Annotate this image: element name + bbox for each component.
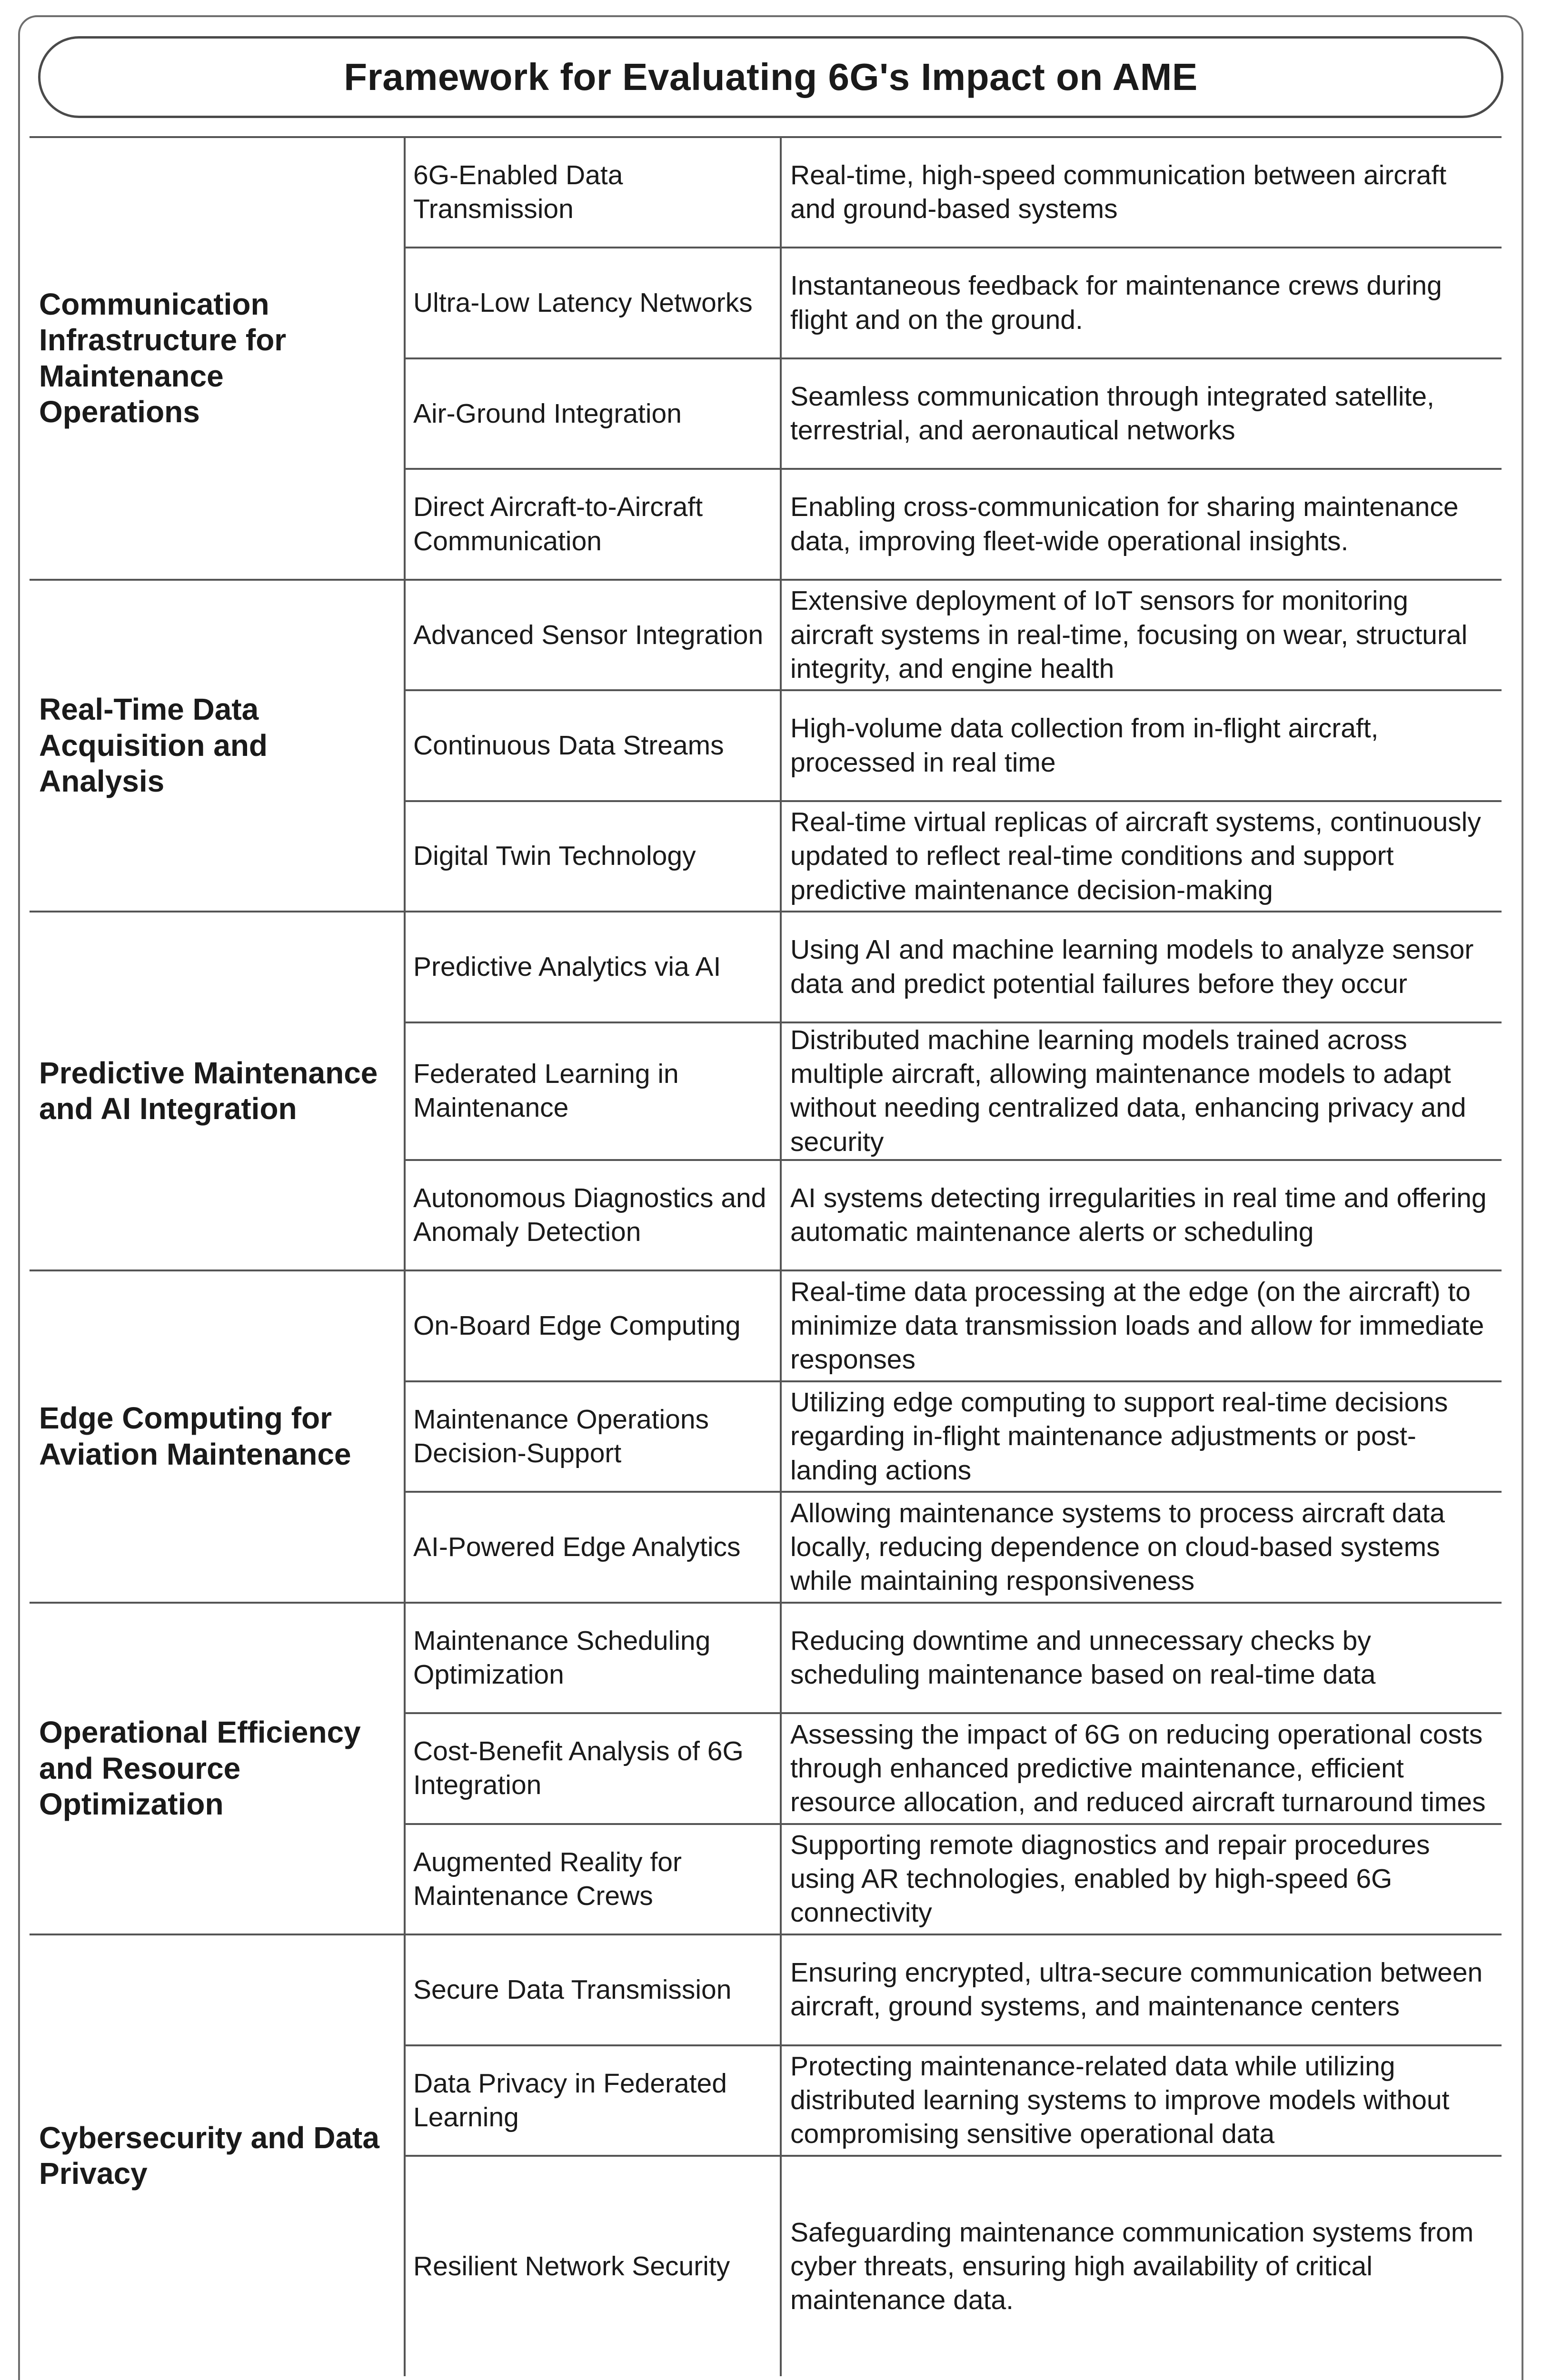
description-cell: Extensive deployment of IoT sensors for monitoring aircraft systems in real-time, focusing on wear, structural integrity, and engine health bbox=[782, 579, 1502, 689]
component-cell: On-Board Edge Computing bbox=[406, 1269, 782, 1380]
component-cell: Cost-Benefit Analysis of 6G Integration bbox=[406, 1712, 782, 1823]
component-cell: Continuous Data Streams bbox=[406, 689, 782, 800]
description-cell: Reducing downtime and unnecessary checks by scheduling maintenance based on real-time data bbox=[782, 1602, 1502, 1712]
description-cell: Supporting remote diagnostics and repair procedures using AR technologies, enabled by high-speed 6G connectivity bbox=[782, 1823, 1502, 1934]
component-cell: Maintenance Scheduling Optimization bbox=[406, 1602, 782, 1712]
description-cell: Utilizing edge computing to support real-time decisions regarding in-flight maintenance adjustments or post-landing actions bbox=[782, 1380, 1502, 1491]
component-cell: Digital Twin Technology bbox=[406, 800, 782, 911]
component-cell: Data Privacy in Federated Learning bbox=[406, 2044, 782, 2155]
description-cell: Real-time, high-speed communication between aircraft and ground-based systems bbox=[782, 136, 1502, 247]
description-cell: Instantaneous feedback for maintenance crews during flight and on the ground. bbox=[782, 247, 1502, 357]
description-cell: Ensuring encrypted, ultra-secure communication between aircraft, ground systems, and maintenance centers bbox=[782, 1934, 1502, 2044]
component-cell: Autonomous Diagnostics and Anomaly Detection bbox=[406, 1159, 782, 1269]
component-cell: Ultra-Low Latency Networks bbox=[406, 247, 782, 357]
description-cell: Distributed machine learning models trained across multiple aircraft, allowing maintenance models to adapt without needing centralized data, enhancing privacy and security bbox=[782, 1021, 1502, 1159]
description-cell: Enabling cross-communication for sharing maintenance data, improving fleet-wide operational insights. bbox=[782, 468, 1502, 578]
component-cell: AI-Powered Edge Analytics bbox=[406, 1491, 782, 1601]
category-real-time-data: Real-Time Data Acquisition and Analysis bbox=[30, 579, 406, 911]
component-cell: Federated Learning in Maintenance bbox=[406, 1021, 782, 1159]
title-banner bbox=[38, 36, 1503, 118]
description-cell: Real-time virtual replicas of aircraft systems, continuously updated to reflect real-time conditions and support predictive maintenance decision-making bbox=[782, 800, 1502, 911]
component-cell: Direct Aircraft-to-Aircraft Communication bbox=[406, 468, 782, 578]
description-cell: Using AI and machine learning models to analyze sensor data and predict potential failures before they occur bbox=[782, 911, 1502, 1021]
component-cell: Resilient Network Security bbox=[406, 2155, 782, 2376]
description-cell: Protecting maintenance-related data while utilizing distributed learning systems to improve models without compromising sensitive operational data bbox=[782, 2044, 1502, 2155]
framework-table bbox=[30, 136, 1502, 2376]
component-cell: Air-Ground Integration bbox=[406, 357, 782, 468]
component-cell: 6G-Enabled Data Transmission bbox=[406, 136, 782, 247]
page-title: Framework for Evaluating 6G's Impact on AME bbox=[344, 56, 1198, 98]
category-communication-infrastructure: Communication Infrastructure for Maintenance Operations bbox=[30, 136, 406, 579]
description-cell: Assessing the impact of 6G on reducing operational costs through enhanced predictive maintenance, efficient resource allocation, and reduced aircraft turnaround times bbox=[782, 1712, 1502, 1823]
category-cybersecurity: Cybersecurity and Data Privacy bbox=[30, 1934, 406, 2376]
category-operational-efficiency: Operational Efficiency and Resource Optimization bbox=[30, 1602, 406, 1934]
component-cell: Advanced Sensor Integration bbox=[406, 579, 782, 689]
category-edge-computing: Edge Computing for Aviation Maintenance bbox=[30, 1269, 406, 1601]
description-cell: AI systems detecting irregularities in real time and offering automatic maintenance alerts or scheduling bbox=[782, 1159, 1502, 1269]
component-cell: Augmented Reality for Maintenance Crews bbox=[406, 1823, 782, 1934]
description-cell: Allowing maintenance systems to process aircraft data locally, reducing dependence on cloud-based systems while maintaining responsiveness bbox=[782, 1491, 1502, 1601]
description-cell: Safeguarding maintenance communication systems from cyber threats, ensuring high availability of critical maintenance data. bbox=[782, 2155, 1502, 2376]
component-cell: Secure Data Transmission bbox=[406, 1934, 782, 2044]
category-predictive-maintenance: Predictive Maintenance and AI Integration bbox=[30, 911, 406, 1269]
description-cell: Real-time data processing at the edge (on the aircraft) to minimize data transmission loads and allow for immediate responses bbox=[782, 1269, 1502, 1380]
description-cell: High-volume data collection from in-flight aircraft, processed in real time bbox=[782, 689, 1502, 800]
component-cell: Predictive Analytics via AI bbox=[406, 911, 782, 1021]
description-cell: Seamless communication through integrated satellite, terrestrial, and aeronautical networks bbox=[782, 357, 1502, 468]
component-cell: Maintenance Operations Decision-Support bbox=[406, 1380, 782, 1491]
